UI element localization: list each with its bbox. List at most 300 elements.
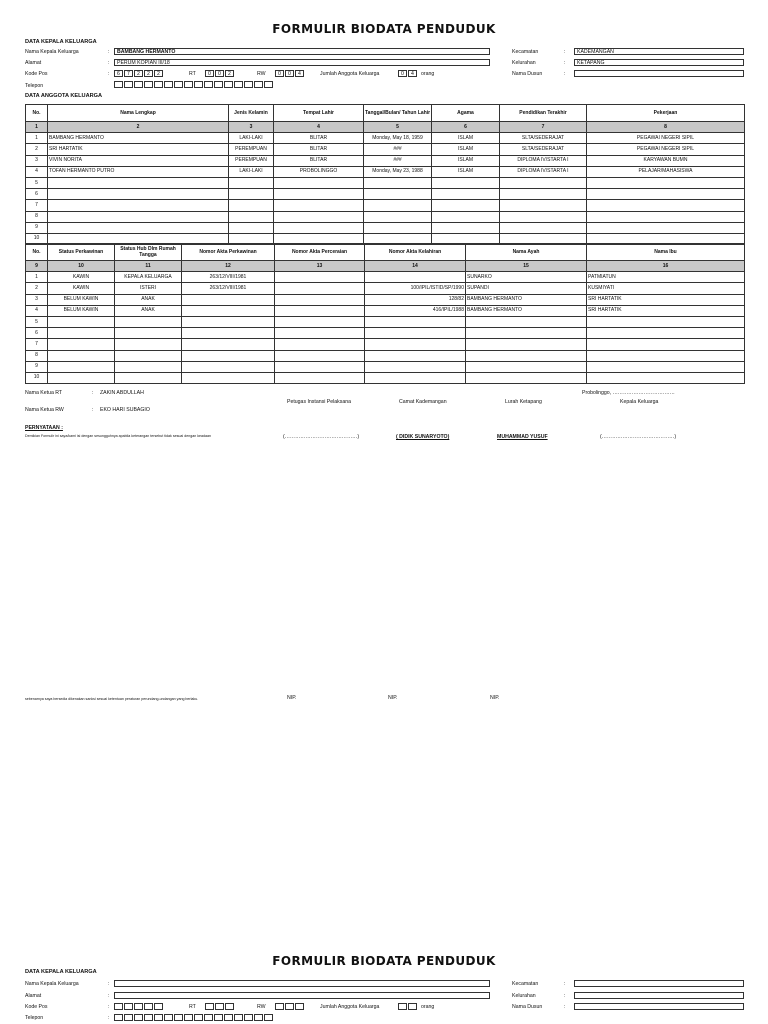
lurah-name: MUHAMMAD YUSUF [497, 434, 548, 440]
table-cell[interactable] [364, 189, 432, 200]
table-cell[interactable] [275, 328, 365, 339]
table-cell[interactable]: PEGAWAI NEGERI SIPIL [587, 133, 745, 144]
table-cell[interactable] [48, 328, 115, 339]
label-ketua-rt: Nama Ketua RT [25, 390, 63, 396]
table-row [26, 283, 745, 294]
kepala-keluarga-label: Kepala Keluarga [620, 399, 659, 405]
digit-box[interactable] [264, 81, 273, 88]
digit-box[interactable] [114, 81, 123, 88]
table-cell[interactable]: 1 [26, 133, 48, 144]
digit-box[interactable] [224, 1014, 233, 1021]
table-cell[interactable] [48, 200, 229, 211]
table-cell[interactable]: PROBOLINGGO [274, 166, 364, 177]
table-cell[interactable]: ### [364, 144, 432, 155]
table-cell[interactable] [587, 350, 745, 361]
table-cell[interactable] [229, 189, 274, 200]
table-cell[interactable] [365, 272, 466, 283]
digit-box[interactable] [154, 1003, 163, 1010]
table-cell[interactable] [48, 339, 115, 350]
kepala-keluarga-sign: (……………………………………) [600, 434, 677, 440]
table-cell[interactable]: SRI HARTATIK [587, 305, 745, 316]
table-cell[interactable] [500, 189, 587, 200]
digit-box[interactable] [134, 1003, 143, 1010]
table-row [26, 328, 745, 339]
nama-dusun-field-2[interactable] [574, 1003, 744, 1010]
table-cell[interactable] [275, 361, 365, 372]
table-cell[interactable] [500, 211, 587, 222]
table-row [26, 222, 745, 233]
digit-box[interactable] [204, 81, 213, 88]
table-cell[interactable]: 4 [26, 166, 48, 177]
table-cell[interactable]: 7 [26, 200, 48, 211]
table-cell[interactable] [466, 328, 587, 339]
table-cell[interactable]: ISLAM [432, 155, 500, 166]
table-cell[interactable] [115, 361, 182, 372]
digit-box[interactable] [254, 1014, 263, 1021]
table-cell[interactable] [365, 361, 466, 372]
digit-box[interactable] [234, 1014, 243, 1021]
table-cell[interactable] [274, 222, 364, 233]
table-cell[interactable]: 3 [26, 155, 48, 166]
table-cell[interactable]: 8 [26, 211, 48, 222]
table-cell[interactable]: ISLAM [432, 166, 500, 177]
label-nama-dusun: Nama Dusun [512, 71, 543, 77]
rt-digits-2[interactable] [205, 1003, 235, 1010]
digit-box[interactable]: 0 [285, 70, 294, 77]
table-cell[interactable] [48, 350, 115, 361]
table-cell[interactable]: 100/IPIL/ISTID/SP/1990 [365, 283, 466, 294]
petugas-label: Petugas Instansi Pelaksana [287, 399, 352, 405]
form-title-2: FORMULIR BIODATA PENDUDUK [272, 954, 496, 968]
table-cell[interactable] [274, 200, 364, 211]
colon: : [108, 993, 110, 999]
rw-digits-2[interactable] [275, 1003, 305, 1010]
table-cell[interactable] [275, 294, 365, 305]
digit-box[interactable] [234, 81, 243, 88]
table-cell[interactable] [48, 361, 115, 372]
table-cell[interactable] [466, 339, 587, 350]
colon: : [108, 981, 110, 987]
table-cell[interactable] [432, 222, 500, 233]
table-cell[interactable] [182, 339, 275, 350]
table-cell[interactable] [275, 272, 365, 283]
kode-pos-digits-2[interactable] [114, 1003, 164, 1010]
table-cell[interactable]: VIVIN NORITA [48, 155, 229, 166]
nama-kk-field-2[interactable] [114, 980, 490, 987]
table-cell[interactable]: LAKI-LAKI [229, 166, 274, 177]
digit-box[interactable]: 7 [124, 70, 133, 77]
column-number: 15 [466, 261, 587, 272]
table-cell[interactable]: KEPALA KELUARGA [115, 272, 182, 283]
table-row [26, 155, 745, 166]
colon: : [564, 1004, 566, 1010]
digit-box[interactable] [194, 1014, 203, 1021]
table-cell[interactable]: KUSMIYATI [587, 283, 745, 294]
table-cell[interactable]: DIPLOMA IV/STARTA I [500, 166, 587, 177]
table-cell[interactable] [182, 328, 275, 339]
table-cell[interactable] [587, 189, 745, 200]
digit-box[interactable] [224, 81, 233, 88]
table-header-row [26, 105, 745, 122]
col-header: No. [26, 105, 48, 122]
kelurahan-field[interactable]: KETAPANG [574, 59, 744, 66]
digit-box[interactable]: 0 [275, 70, 284, 77]
column-number: 2 [48, 122, 229, 133]
digit-box[interactable] [285, 1003, 294, 1010]
table-cell[interactable]: Monday, May 18, 1959 [364, 133, 432, 144]
table-cell[interactable]: BELUM KAWIN [48, 294, 115, 305]
nip-petugas: NIP. [287, 695, 297, 701]
table-cell[interactable] [466, 372, 587, 383]
table-cell[interactable] [587, 222, 745, 233]
status-table [25, 243, 745, 384]
digit-box[interactable] [254, 81, 263, 88]
table-cell[interactable]: 9 [26, 222, 48, 233]
table-cell[interactable]: BAMBANG HERMANTO [466, 305, 587, 316]
digit-box[interactable]: 2 [225, 70, 234, 77]
table-cell[interactable] [274, 189, 364, 200]
kecamatan-field[interactable]: KADEMANGAN [574, 48, 744, 55]
table-cell[interactable]: PELAJAR/MAHASISWA [587, 166, 745, 177]
jumlah-digits[interactable] [398, 70, 418, 77]
digit-box[interactable] [114, 1014, 123, 1021]
table-cell[interactable] [182, 316, 275, 327]
table-cell[interactable]: SRI HARTATIK [587, 294, 745, 305]
digit-box[interactable] [244, 81, 253, 88]
camat-name: ( DIDIK SUNARYOTO) [396, 434, 450, 440]
colon: : [92, 407, 94, 413]
digit-box[interactable] [134, 81, 143, 88]
table-cell[interactable] [182, 361, 275, 372]
table-row [26, 133, 745, 144]
camat-label: Camat Kademangan [399, 399, 447, 405]
kode-pos-digits[interactable] [114, 70, 164, 77]
table-cell[interactable]: Monday, May 23, 1988 [364, 166, 432, 177]
digit-box[interactable] [214, 81, 223, 88]
table-cell[interactable] [432, 177, 500, 188]
digit-box[interactable] [295, 1003, 304, 1010]
table-cell[interactable] [48, 177, 229, 188]
label-kelurahan-2: Kelurahan [512, 993, 536, 999]
digit-box[interactable] [264, 1014, 273, 1021]
digit-box[interactable] [134, 1014, 143, 1021]
table-cell[interactable]: KARYAWAN BUMN [587, 155, 745, 166]
colon: : [564, 71, 566, 77]
table-row [26, 316, 745, 327]
column-number: 9 [26, 261, 48, 272]
col-header: Jenis Kelamin [229, 105, 274, 122]
table-cell[interactable]: ANAK [115, 305, 182, 316]
telepon-digits-2[interactable] [114, 1014, 274, 1021]
table-cell[interactable] [182, 294, 275, 305]
table-row [26, 200, 745, 211]
table-cell[interactable]: ISLAM [432, 133, 500, 144]
digit-box[interactable] [154, 1014, 163, 1021]
table-cell[interactable] [275, 339, 365, 350]
table-row [26, 372, 745, 383]
digit-box[interactable] [225, 1003, 234, 1010]
nip-lurah: NIP. [490, 695, 500, 701]
alamat-field-2[interactable] [114, 992, 490, 999]
digit-box[interactable]: 4 [295, 70, 304, 77]
digit-box[interactable] [215, 1003, 224, 1010]
digit-box[interactable] [124, 81, 133, 88]
table-row [26, 166, 745, 177]
table-cell[interactable] [365, 316, 466, 327]
label-alamat-2: Alamat [25, 993, 42, 999]
column-number: 16 [587, 261, 745, 272]
section-kepala-keluarga-2: DATA KEPALA KELUARGA [25, 969, 97, 975]
rt-digits[interactable] [205, 70, 235, 77]
digit-box[interactable] [124, 1003, 133, 1010]
table-cell[interactable] [229, 177, 274, 188]
table-cell[interactable] [364, 211, 432, 222]
table-cell[interactable] [229, 222, 274, 233]
table-cell[interactable] [275, 305, 365, 316]
table-cell[interactable]: ISTERI [115, 283, 182, 294]
table-cell[interactable] [587, 211, 745, 222]
table-cell[interactable]: TOFAN HERMANTO PUTRO [48, 166, 229, 177]
col-header: Status Hub Dlm Rumah Tangga [115, 244, 182, 261]
label-kode-pos-2: Kode Pos [25, 1004, 48, 1010]
table-cell[interactable]: DIPLOMA IV/STARTA I [500, 155, 587, 166]
digit-box[interactable] [124, 1014, 133, 1021]
table-cell[interactable] [229, 200, 274, 211]
table-row [26, 211, 745, 222]
table-cell[interactable] [115, 339, 182, 350]
table-cell[interactable] [275, 283, 365, 294]
table-cell[interactable]: 10 [26, 372, 48, 383]
label-ketua-rw: Nama Ketua RW [25, 407, 64, 413]
digit-box[interactable] [184, 1014, 193, 1021]
table-cell[interactable] [48, 189, 229, 200]
table-cell[interactable]: 5 [26, 316, 48, 327]
nama-kk-field[interactable]: BAMBANG HERMANTO [114, 48, 490, 55]
column-number-row [26, 122, 745, 133]
label-telepon-2: Telepon [25, 1015, 44, 1021]
table-cell[interactable] [587, 316, 745, 327]
table-cell[interactable] [182, 350, 275, 361]
digit-box[interactable] [174, 1014, 183, 1021]
digit-box[interactable] [214, 1014, 223, 1021]
table-row [26, 177, 745, 188]
table-cell[interactable] [48, 316, 115, 327]
table-cell[interactable] [466, 350, 587, 361]
digit-box[interactable] [194, 81, 203, 88]
column-number: 1 [26, 122, 48, 133]
ketua-rw-name: EKO HARI SUBAGIO [100, 407, 150, 413]
table-cell[interactable] [587, 339, 745, 350]
table-cell[interactable] [115, 328, 182, 339]
table-cell[interactable] [587, 200, 745, 211]
digit-box[interactable] [398, 1003, 407, 1010]
table-cell[interactable] [364, 177, 432, 188]
digit-box[interactable] [244, 1014, 253, 1021]
table-cell[interactable]: 3 [26, 294, 48, 305]
table-cell[interactable] [274, 177, 364, 188]
table-cell[interactable]: PEREMPUAN [229, 155, 274, 166]
table-cell[interactable]: 5 [26, 177, 48, 188]
table-cell[interactable] [432, 200, 500, 211]
col-header: Agama [432, 105, 500, 122]
table-cell[interactable] [48, 222, 229, 233]
table-cell[interactable] [587, 372, 745, 383]
table-cell[interactable] [115, 350, 182, 361]
table-cell[interactable]: SLTA/SEDERAJAT [500, 133, 587, 144]
digit-box[interactable] [408, 1003, 417, 1010]
digit-box[interactable] [174, 81, 183, 88]
table-cell[interactable]: 416/IPIL/1988 [365, 305, 466, 316]
alamat-field[interactable]: PERUM KOPIAN III/18 [114, 59, 490, 66]
table-cell[interactable]: KAWIN [48, 272, 115, 283]
digit-box[interactable]: 0 [205, 70, 214, 77]
table-cell[interactable]: PEREMPUAN [229, 144, 274, 155]
table-cell[interactable] [48, 372, 115, 383]
table-cell[interactable]: BLITAR [274, 144, 364, 155]
pernyataan-heading: PERNYATAAN : [25, 425, 63, 431]
digit-box[interactable]: 0 [398, 70, 407, 77]
col-header: Nomor Akta Perceraian [275, 244, 365, 261]
table-cell[interactable]: 2 [26, 283, 48, 294]
table-cell[interactable] [182, 305, 275, 316]
table-row [26, 272, 745, 283]
table-cell[interactable]: SLTA/SEDERAJAT [500, 144, 587, 155]
digit-box[interactable]: 0 [215, 70, 224, 77]
table-cell[interactable] [275, 372, 365, 383]
jumlah-digits-2[interactable] [398, 1003, 418, 1010]
colon: : [564, 993, 566, 999]
table-cell[interactable] [182, 372, 275, 383]
table-cell[interactable] [364, 222, 432, 233]
digit-box[interactable] [114, 1003, 123, 1010]
table-cell[interactable] [432, 189, 500, 200]
label-alamat: Alamat [25, 60, 42, 66]
table-cell[interactable]: 263/12/VIII/1981 [182, 283, 275, 294]
table-cell[interactable]: ANAK [115, 294, 182, 305]
col-header: Nomor Akta Kelahiran [365, 244, 466, 261]
digit-box[interactable] [205, 1003, 214, 1010]
column-number-row [26, 261, 745, 272]
table-cell[interactable] [48, 211, 229, 222]
digit-box[interactable]: 4 [408, 70, 417, 77]
form-title: FORMULIR BIODATA PENDUDUK [272, 22, 496, 36]
table-cell[interactable]: BLITAR [274, 155, 364, 166]
table-cell[interactable] [432, 211, 500, 222]
table-cell[interactable] [466, 361, 587, 372]
table-cell[interactable]: 6 [26, 328, 48, 339]
column-number: 11 [115, 261, 182, 272]
table-cell[interactable] [365, 350, 466, 361]
digit-box[interactable]: 2 [144, 70, 153, 77]
table-cell[interactable]: BLITAR [274, 133, 364, 144]
table-cell[interactable] [364, 200, 432, 211]
digit-box[interactable]: 6 [114, 70, 123, 77]
label-nama-kk: Nama Kepala Keluarga [25, 49, 79, 55]
table-cell[interactable] [115, 316, 182, 327]
telepon-digits[interactable] [114, 81, 274, 88]
table-cell[interactable]: 9 [26, 361, 48, 372]
table-cell[interactable]: BELUM KAWIN [48, 305, 115, 316]
col-header: Pendidikan Terakhir [500, 105, 587, 122]
table-cell[interactable]: PEGAWAI NEGERI SIPIL [587, 144, 745, 155]
table-cell[interactable]: 6 [26, 189, 48, 200]
table-cell[interactable] [466, 316, 587, 327]
col-header: Nama Lengkap [48, 105, 229, 122]
table-cell[interactable]: ISLAM [432, 144, 500, 155]
table-cell[interactable]: SRI HARTATIK [48, 144, 229, 155]
table-cell[interactable]: 10 [26, 233, 48, 244]
col-header: Nama Ayah [466, 244, 587, 261]
label-orang: orang [421, 71, 435, 77]
table-cell[interactable] [365, 328, 466, 339]
digit-box[interactable] [164, 81, 173, 88]
digit-box[interactable] [144, 81, 153, 88]
table-cell[interactable]: SUNARKO [466, 272, 587, 283]
table-row [26, 189, 745, 200]
table-cell[interactable]: ### [364, 155, 432, 166]
table-cell[interactable] [365, 372, 466, 383]
table-cell[interactable] [115, 372, 182, 383]
digit-box[interactable] [144, 1003, 153, 1010]
table-cell[interactable]: 7 [26, 339, 48, 350]
nama-dusun-field[interactable] [574, 70, 744, 77]
kecamatan-field-2[interactable] [574, 980, 744, 987]
table-cell[interactable]: BAMBANG HERMANTO [466, 294, 587, 305]
table-cell[interactable]: BAMBANG HERMANTO [48, 133, 229, 144]
table-cell[interactable] [500, 222, 587, 233]
label-rw: RW [257, 71, 266, 77]
table-cell[interactable] [275, 350, 365, 361]
digit-box[interactable] [204, 1014, 213, 1021]
column-number: 8 [587, 122, 745, 133]
table-cell[interactable] [274, 211, 364, 222]
table-cell[interactable] [365, 339, 466, 350]
colon: : [108, 71, 110, 77]
rw-digits[interactable] [275, 70, 305, 77]
colon: : [564, 981, 566, 987]
table-cell[interactable] [500, 200, 587, 211]
digit-box[interactable] [154, 81, 163, 88]
table-cell[interactable] [587, 177, 745, 188]
digit-box[interactable] [144, 1014, 153, 1021]
table-cell[interactable]: KAWIN [48, 283, 115, 294]
table-cell[interactable]: SUPANDI [466, 283, 587, 294]
table-cell[interactable]: 128/82 [365, 294, 466, 305]
table-cell[interactable] [229, 211, 274, 222]
label-jumlah-anggota-2: Jumlah Anggota Keluarga [320, 1004, 380, 1010]
nip-camat: NIP. [388, 695, 398, 701]
digit-box[interactable]: 2 [134, 70, 143, 77]
table-cell[interactable]: 4 [26, 305, 48, 316]
table-cell[interactable]: LAKI-LAKI [229, 133, 274, 144]
table-cell[interactable]: 263/12/VIII/1981 [182, 272, 275, 283]
table-cell[interactable] [275, 316, 365, 327]
table-cell[interactable]: PATMIATUN [587, 272, 745, 283]
digit-box[interactable] [275, 1003, 284, 1010]
table-cell[interactable] [500, 177, 587, 188]
table-cell[interactable]: 8 [26, 350, 48, 361]
table-cell[interactable]: 2 [26, 144, 48, 155]
digit-box[interactable]: 2 [154, 70, 163, 77]
digit-box[interactable] [184, 81, 193, 88]
table-cell[interactable] [587, 361, 745, 372]
col-header: No. [26, 244, 48, 261]
table-cell[interactable]: 1 [26, 272, 48, 283]
table-cell[interactable] [587, 328, 745, 339]
digit-box[interactable] [164, 1014, 173, 1021]
kelurahan-field-2[interactable] [574, 992, 744, 999]
col-header: Pekerjaan [587, 105, 745, 122]
